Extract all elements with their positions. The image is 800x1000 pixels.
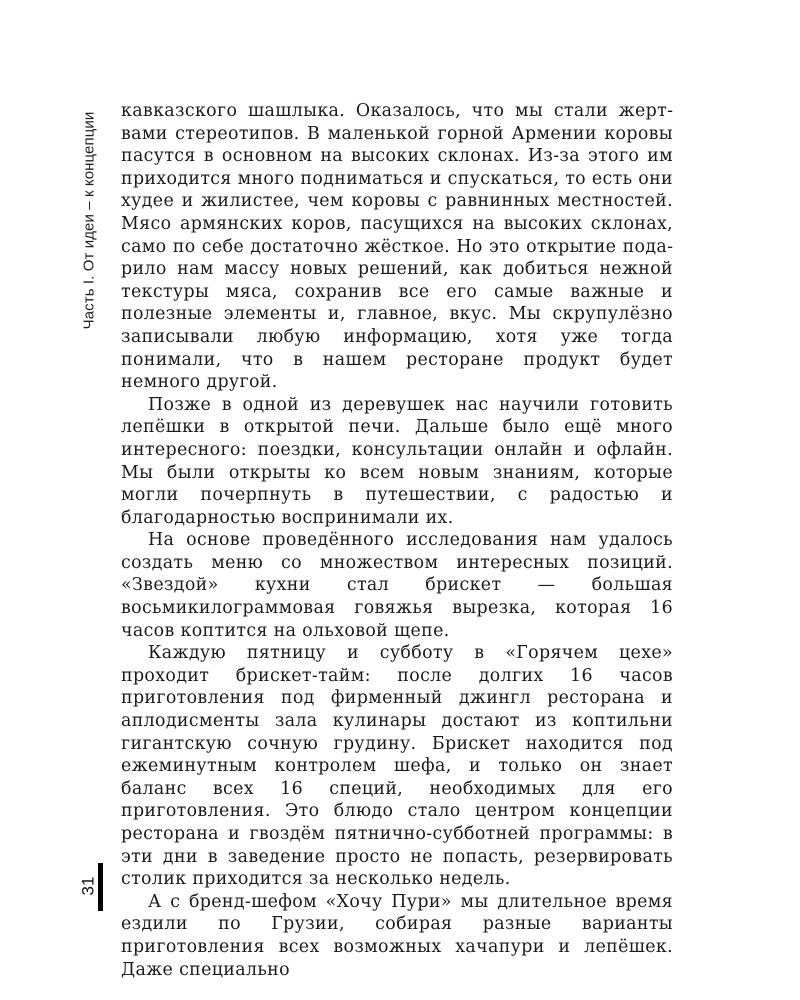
paragraph-5: А с бренд-шефом «Хочу Пури» мы длительное время ездили по Грузии, собирая разные варианты приготовления всех возможных хачапури и лепёшек. Даже специально xyxy=(121,891,673,980)
body-text xyxy=(121,100,673,981)
paragraph-2: Позже в одной из деревушек нас научили готовить лепёшки в открытой печи. Дальше было ещё много интересного: поездки, консультации онлайн и офлайн. Мы были открыты ко всем новым знаниям, которые могли почерпнуть в путешествии, с радостью и благодарностью воспринимали их. xyxy=(121,394,673,528)
page-number-bar xyxy=(98,863,103,911)
paragraph-1: кавказского шашлыка. Оказалось, что мы стали жертвами стереотипов. В маленькой горной Армении коровы пасутся в основном на высоких склонах. Из-за этого им приходится много подниматься и спускаться, то есть они худее и жилистее, чем коровы с равнинных местностей. Мясо армянских коров, пасущихся на высоких склонах, само по себе достаточно жёсткое. Но это открытие подарило нам массу новых решений, как добиться нежной текстуры мяса, сохранив все его самые важные и полезные элементы и, главное, вкус. Мы скрупулёзно записывали любую информацию, хотя уже тогда понимали, что в нашем ресторане продукт будет немного другой. xyxy=(121,101,673,393)
paragraph-3: На основе проведённого исследования нам удалось создать меню со множеством интересных позиций. «Звездой» кухни стал брискет — большая восьмикилограммовая говяжья вырезка, которая 16 часов коптится на ольховой щепе. xyxy=(121,530,673,641)
paragraph-4: Каждую пятницу и субботу в «Горячем цехе» проходит брискет-тайм: после долгих 16 часов приготовления под фирменный джингл ресторана и аплодисменты зала кулинары достают из коптильни гигантскую сочную грудину. Брискет находится под ежеминутным контролем шефа, и только он знает баланс всех 16 специй, необходимых для его приготовления. Это блюдо стало центром концепции ресторана и гвоздём пятнично-субботней программы: в эти дни в заведение просто не попасть, резервировать столик приходится за несколько недель. xyxy=(121,643,673,890)
running-head-text: Часть I. От идеи – к концепции xyxy=(80,111,98,330)
page-number-text: 31 xyxy=(78,876,98,896)
running-head xyxy=(75,103,102,338)
